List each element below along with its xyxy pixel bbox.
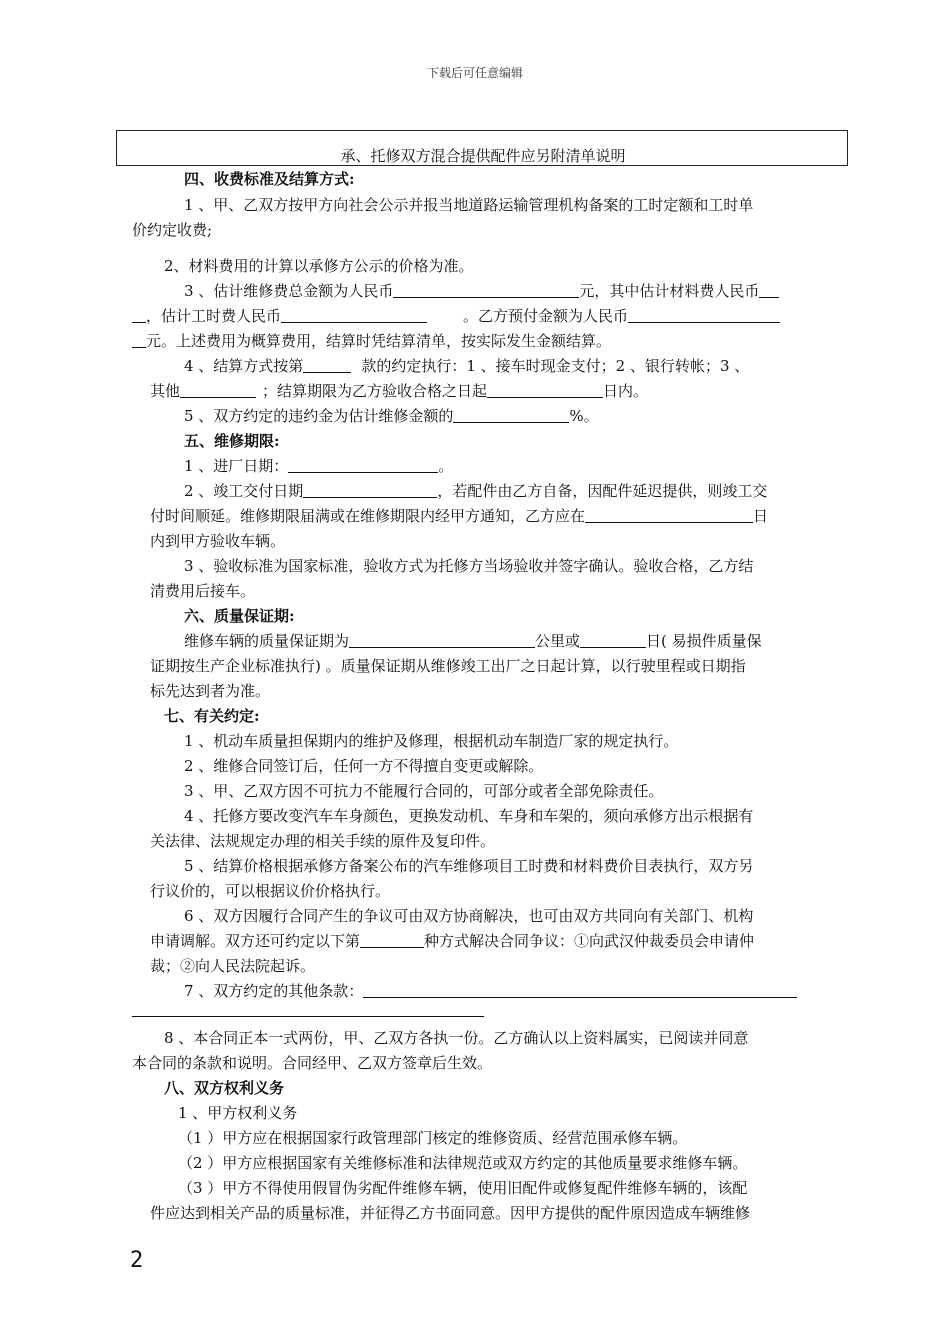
dispute-method-blank: [360, 931, 424, 948]
s4-item5: [184, 405, 599, 427]
completion-date-blank: [303, 481, 437, 498]
s7-item8-line1: 8 、本合同正本一式两份，甲、乙双方各执一份。乙方确认以上资料属实，已阅读并同意: [164, 1029, 749, 1047]
s6-text-b: 公里或: [535, 632, 581, 650]
s4-item3-line3: [132, 330, 611, 352]
s4-item4-text-a: 4 、结算方式按第: [184, 357, 304, 375]
other-terms-blank-cont: [132, 1016, 484, 1017]
s7-item7-text: 7 、双方约定的其他条款：: [184, 982, 364, 1000]
s6-text-c: 日( 易损件质量保: [646, 632, 762, 650]
s4-item3-text-e: 元。上述费用为概算费用，结算时凭结算清单，按实际发生金额结算。: [146, 332, 612, 350]
pickup-days-blank: [585, 506, 753, 523]
s5-item2-text-a: 2 、竣工交付日期: [184, 482, 304, 500]
total-amount-blank: [393, 281, 579, 298]
s7-item4-line2: 关法律、法规规定办理的相关手续的原件及复印件。: [150, 832, 496, 850]
s5-item3-line2: 清费用后接车。: [150, 582, 256, 600]
s7-item2: 2 、维修合同签订后，任何一方不得擅自变更或解除。: [184, 757, 544, 775]
s5-item2-line1: [184, 480, 767, 502]
s7-item6-text-a: 申请调解。双方还可约定以下第: [150, 932, 361, 950]
other-terms-blank: [363, 981, 797, 998]
s5-item2-text-d: 日: [753, 507, 769, 525]
s4-item4-text-e: 日内。: [603, 382, 649, 400]
section-4-title: 四、收费标准及结算方式:: [184, 170, 355, 188]
penalty-percent-blank: [453, 406, 569, 423]
warranty-days-blank: [580, 631, 646, 648]
material-fee-blank-cont: [132, 306, 146, 323]
s4-item3-text-b: 元，其中估计材料费人民币: [579, 282, 760, 300]
settlement-days-blank: [487, 381, 603, 398]
prepaid-amount-blank: [628, 306, 780, 323]
s7-item6-line3: 裁；②向人民法院起诉。: [150, 957, 316, 975]
s8-point2: （2 ）甲方应根据国家有关维修标准和法律规范或双方约定的其他质量要求维修车辆。: [178, 1154, 748, 1172]
s5-item1-text-b: 。: [438, 457, 454, 475]
s4-item5-text-b: %。: [569, 407, 599, 425]
s8-point1: （1 ）甲方应在根据国家行政管理部门核定的维修资质、经营范围承修车辆。: [178, 1129, 688, 1147]
settlement-clause-blank: [303, 356, 351, 373]
material-fee-blank: [759, 281, 779, 298]
s4-item3-line2: [132, 305, 780, 327]
warranty-km-blank: [349, 631, 535, 648]
section-8-title: 八、双方权利义务: [164, 1079, 285, 1097]
s7-item1: 1 、机动车质量担保期内的维护及修理，根据机动车制造厂家的规定执行。: [184, 732, 679, 750]
other-method-blank: [180, 381, 256, 398]
s7-item3: 3 、甲、乙双方因不可抗力不能履行合同的，可部分或者全部免除责任。: [184, 782, 664, 800]
s5-item2-line3: 内到甲方验收车辆。: [150, 532, 286, 550]
s7-item6-line2: [150, 930, 754, 952]
s4-item4-line2: [150, 380, 648, 402]
s4-item2: 2、材料费用的计算以承修方公示的价格为准。: [164, 257, 474, 275]
s5-item2-text-c: 付时间顺延。维修期限届满或在维修期限内经甲方通知，乙方应在: [150, 507, 586, 525]
s4-item3-text-c: ，估计工时费人民币: [146, 307, 282, 325]
parts-list-note: 承、托修双方混合提供配件应另附清单说明: [340, 147, 626, 165]
s7-item6-text-b: 种方式解决合同争议：①向武汉仲裁委员会申请仲: [424, 932, 755, 950]
section-5-title: 五、维修期限:: [184, 432, 280, 450]
s7-item8-line2: 本合同的条款和说明。合同经甲、乙双方签章后生效。: [132, 1054, 493, 1072]
s4-item1-line2: 价约定收费;: [132, 221, 213, 239]
s5-item2-line2: [150, 505, 768, 527]
s8-point3-line1: （3 ）甲方不得使用假冒伪劣配件维修车辆，使用旧配件或修复配件维修车辆的，该配: [178, 1179, 748, 1197]
s5-item1: [184, 455, 453, 477]
prepaid-amount-blank-cont: [132, 331, 146, 348]
entry-date-blank: [288, 456, 438, 473]
s4-item4-text-d: ；结算期限为乙方验收合格之日起: [262, 382, 488, 400]
s6-text-a: 维修车辆的质量保证期为: [184, 632, 350, 650]
s4-item3-line1: [184, 280, 779, 302]
s4-item3-text-d: 。乙方预付金额为人民币: [463, 307, 629, 325]
s4-item4-text-b: 款的约定执行：1 、接车时现金支付；2 、银行转帐；3 、: [361, 357, 750, 375]
page-header-note: 下载后可任意编辑: [426, 66, 523, 80]
s7-item4-line1: 4 、托修方要改变汽车车身颜色，更换发动机、车身和车架的，须向承修方出示根据有: [184, 807, 754, 825]
section-6-title: 六、质量保证期:: [184, 607, 295, 625]
s7-item5-line2: 行议价的，可以根据议价价格执行。: [150, 882, 391, 900]
s4-item4-text-c: 其他: [150, 382, 181, 400]
parts-list-note-box: [116, 130, 848, 166]
s7-item5-line1: 5 、结算价格根据承修方备案公布的汽车维修项目工时费和材料费价目表执行，双方另: [184, 857, 754, 875]
s5-item3-line1: 3 、验收标准为国家标准，验收方式为托修方当场验收并签字确认。验收合格，乙方结: [184, 557, 754, 575]
s4-item3-text-a: 3 、估计维修费总金额为人民币: [184, 282, 394, 300]
s5-item2-text-b: ，若配件由乙方自备，因配件延迟提供，则竣工交: [437, 482, 768, 500]
s4-item5-text-a: 5 、双方约定的违约金为估计维修金额的: [184, 407, 454, 425]
s8-item1: 1 、甲方权利义务: [178, 1104, 298, 1122]
s4-item4-line1: [184, 355, 749, 377]
labor-fee-blank: [281, 306, 427, 323]
section-7-title: 七、有关约定:: [164, 707, 260, 725]
s4-item1-line1: 1 、甲、乙双方按甲方向社会公示并报当地道路运输管理机构备案的工时定额和工时单: [184, 196, 754, 214]
s6-line3: 标先达到者为准。: [150, 682, 271, 700]
s8-point3-line2: 件应达到相关产品的质量标准，并征得乙方书面同意。因甲方提供的配件原因造成车辆维修: [150, 1204, 751, 1222]
s6-line2: 证期按生产企业标准执行) 。质量保证期从维修竣工出厂之日起计算，以行驶里程或日期指: [150, 657, 746, 675]
page-number: 2: [130, 1248, 144, 1273]
s7-item7: [184, 980, 797, 1002]
s7-item6-line1: 6 、双方因履行合同产生的争议可由双方协商解决，也可由双方共同向有关部门、机构: [184, 907, 754, 925]
s5-item1-text-a: 1 、进厂日期：: [184, 457, 289, 475]
s6-line1: [184, 630, 762, 652]
